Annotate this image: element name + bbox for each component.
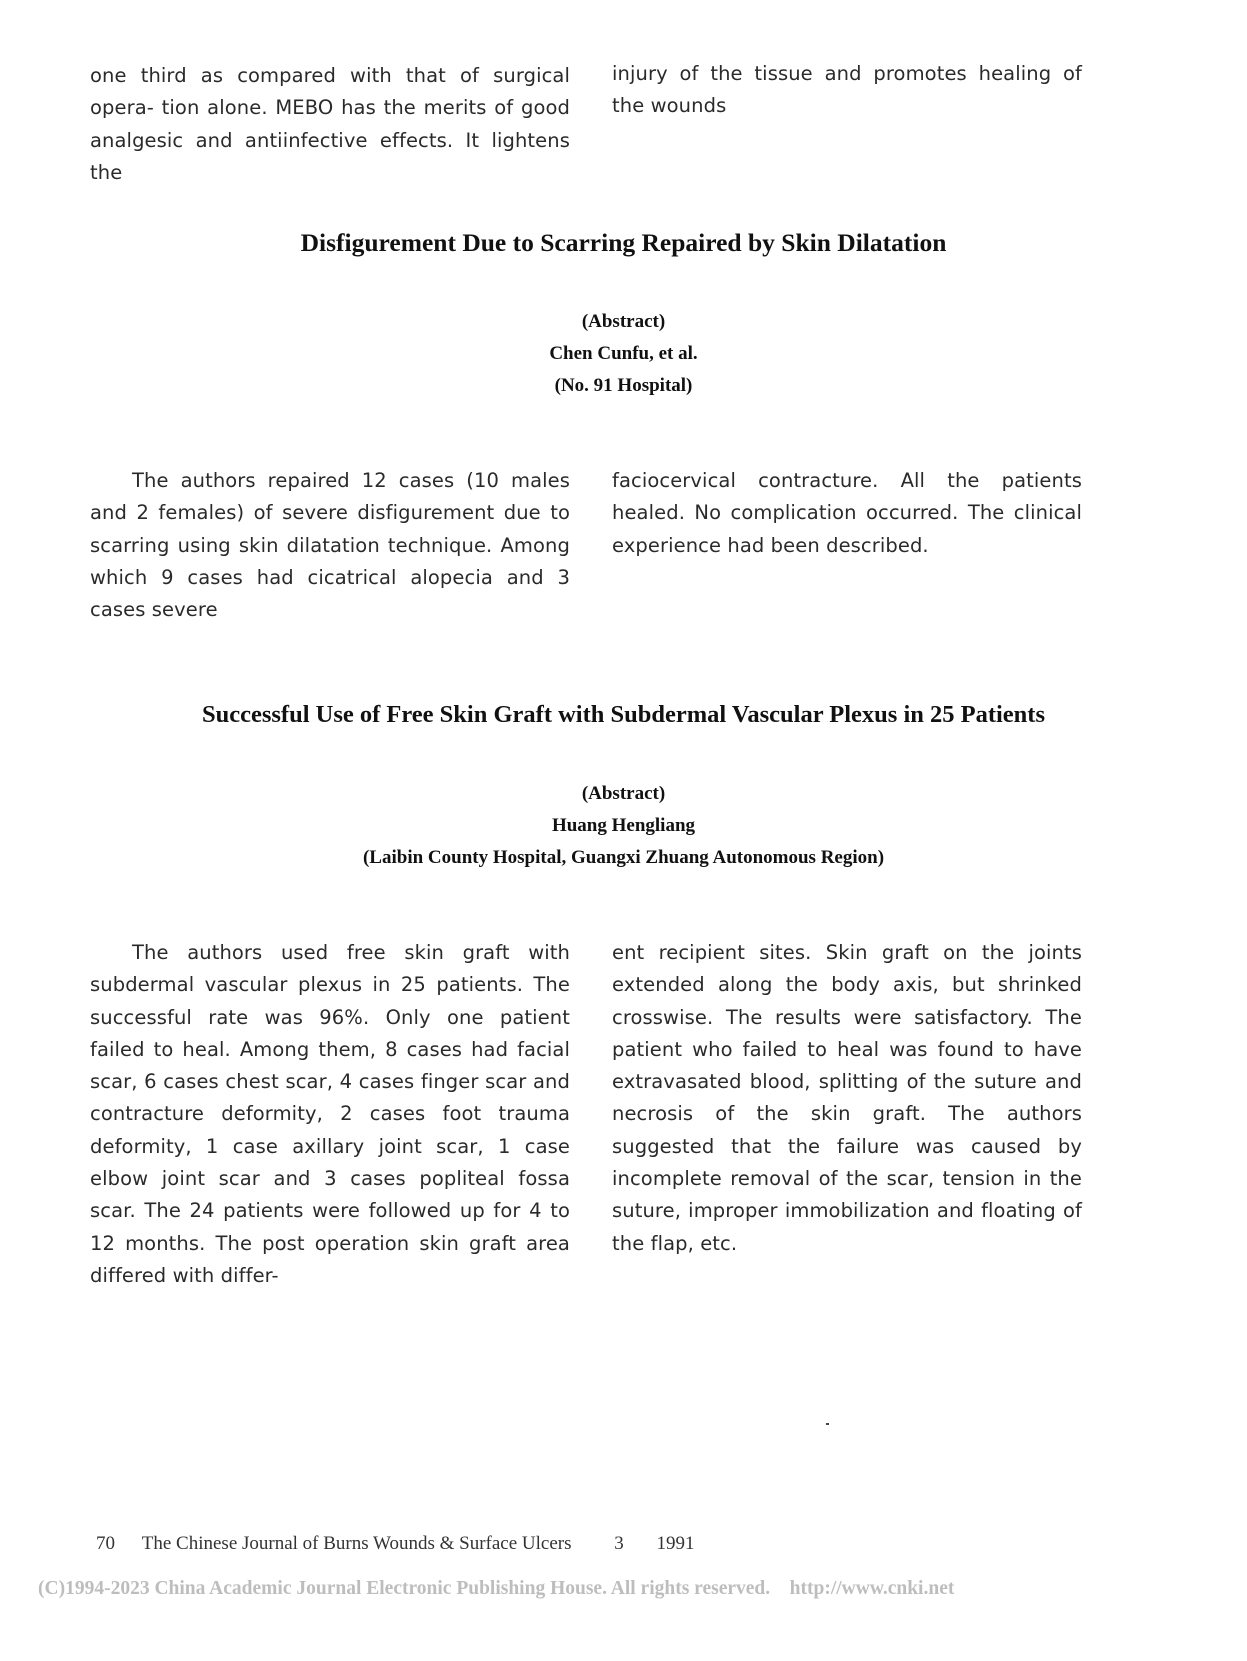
article1-left-text: The authors repaired 12 cases (10 males and 2 females) of severe disfigurement due to scarring using skin dilatation technique. Among which 9 cases had cicatrical alopecia and 3 cases severe	[90, 469, 570, 622]
issue-year: 1991	[656, 1533, 695, 1554]
article1-title: Disfigurement Due to Scarring Repaired by Skin Dilatation	[300, 228, 947, 257]
article2-type: (Abstract)	[581, 783, 666, 804]
article1-type: (Abstract)	[581, 311, 666, 332]
article1-right-text: faciocervical contracture. All the patients healed. No complication occurred. The clinical experience had been described.	[612, 469, 1082, 557]
page-number: 70	[96, 1533, 115, 1554]
article1-meta	[0, 306, 1247, 402]
article2-affiliation: (Laibin County Hospital, Guangxi Zhuang Autonomous Region)	[362, 847, 885, 868]
continued-right-text: injury of the tissue and promotes healing of the wounds	[612, 62, 1082, 118]
article1-author: Chen Cunfu, et al.	[549, 343, 698, 364]
article2-meta	[0, 778, 1247, 874]
continued-left-column	[90, 60, 570, 189]
article1-right-column	[612, 465, 1082, 562]
article2-author: Huang Hengliang	[551, 815, 696, 836]
article2-left-column	[90, 937, 570, 1292]
article1-left-column	[90, 465, 570, 626]
continued-left-text: one third as compared with that of surgical opera- tion alone. MEBO has the merits of good analgesic and antiinfective effects. It lightens the	[90, 64, 570, 184]
article2-right-column	[612, 937, 1082, 1260]
article2-right-text: ent recipient sites. Skin graft on the joints extended along the body axis, but shrinked crosswise. The results were satisfactory. The patient who failed to heal was found to have extravasated blood, splitting of the suture and necrosis of the skin graft. The authors suggested that the failure was caused by incomplete removal of the scar, tension in the suture, improper immobilization and floating of the flap, etc.	[612, 941, 1082, 1255]
stray-mark	[826, 1423, 829, 1425]
article2-left-text: The authors used free skin graft with subdermal vascular plexus in 25 patients. The successful rate was 96%. Only one patient failed to heal. Among them, 8 cases had facial scar, 6 cases chest scar, 4 cases finger scar and contracture deformity, 2 cases foot trauma deformity, 1 case axillary joint scar, 1 case elbow joint scar and 3 cases popliteal fossa scar. The 24 patients were followed up for 4 to 12 months. The post operation skin graft area differed with differ-	[90, 941, 570, 1287]
copyright-notice: (C)1994-2023 China Academic Journal Electronic Publishing House. All rights reserved. http://www.cnki.net	[38, 1578, 955, 1599]
article2-title: Successful Use of Free Skin Graft with Subdermal Vascular Plexus in 25 Patients	[201, 701, 1045, 728]
journal-name: The Chinese Journal of Burns Wounds & Surface Ulcers	[141, 1533, 572, 1554]
continued-right-column	[612, 58, 1082, 123]
article1-affiliation: (No. 91 Hospital)	[554, 375, 693, 396]
issue-number: 3	[614, 1533, 624, 1554]
page-footer	[96, 1533, 695, 1555]
